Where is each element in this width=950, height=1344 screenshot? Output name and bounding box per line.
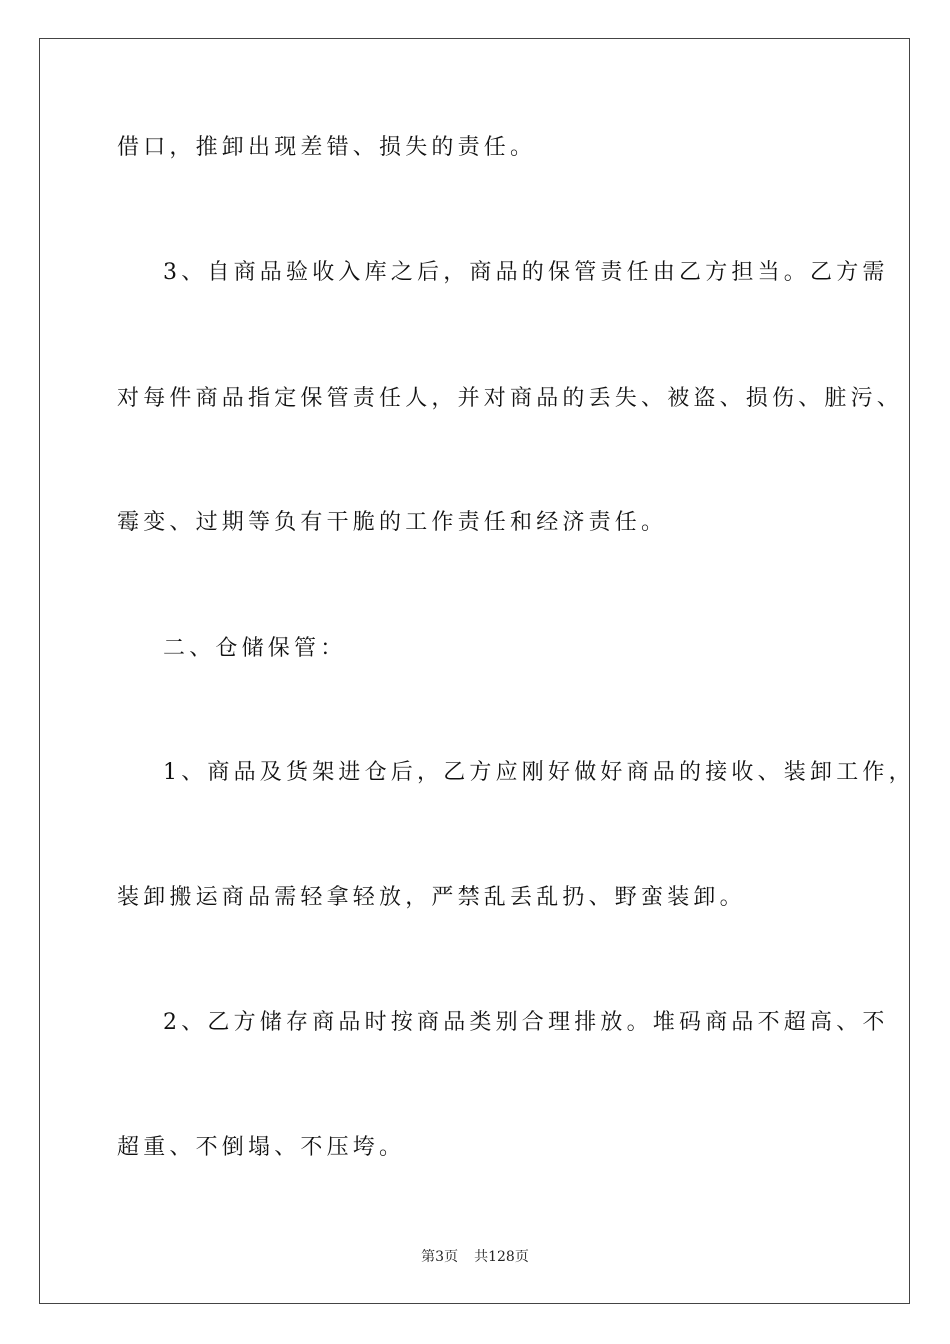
text-line-3: 对每件商品指定保管责任人，并对商品的丢失、被盗、损伤、脏污、 — [117, 386, 904, 411]
text-line-2: 3、自商品验收入库之后，商品的保管责任由乙方担当。乙方需 — [163, 260, 889, 285]
text-line-9: 超重、不倒塌、不压垮。 — [117, 1135, 406, 1160]
text-line-6: 1、商品及货架进仓后，乙方应刚好做好商品的接收、装卸工作， — [163, 760, 915, 785]
text-line-1: 借口，推卸出现差错、损失的责任。 — [117, 135, 537, 160]
page-number-total: 共128页 — [474, 1249, 529, 1265]
text-line-8: 2、乙方储存商品时按商品类别合理排放。堆码商品不超高、不 — [163, 1010, 889, 1035]
page-number-current: 第3页 — [421, 1249, 459, 1265]
text-line-7: 装卸搬运商品需轻拿轻放，严禁乱丢乱扔、野蛮装卸。 — [117, 885, 746, 910]
section-heading: 二、仓储保管： — [163, 636, 347, 661]
page-border — [39, 38, 910, 1304]
text-line-4: 霉变、过期等负有干脆的工作责任和经济责任。 — [117, 510, 668, 535]
page-footer — [0, 1246, 950, 1266]
